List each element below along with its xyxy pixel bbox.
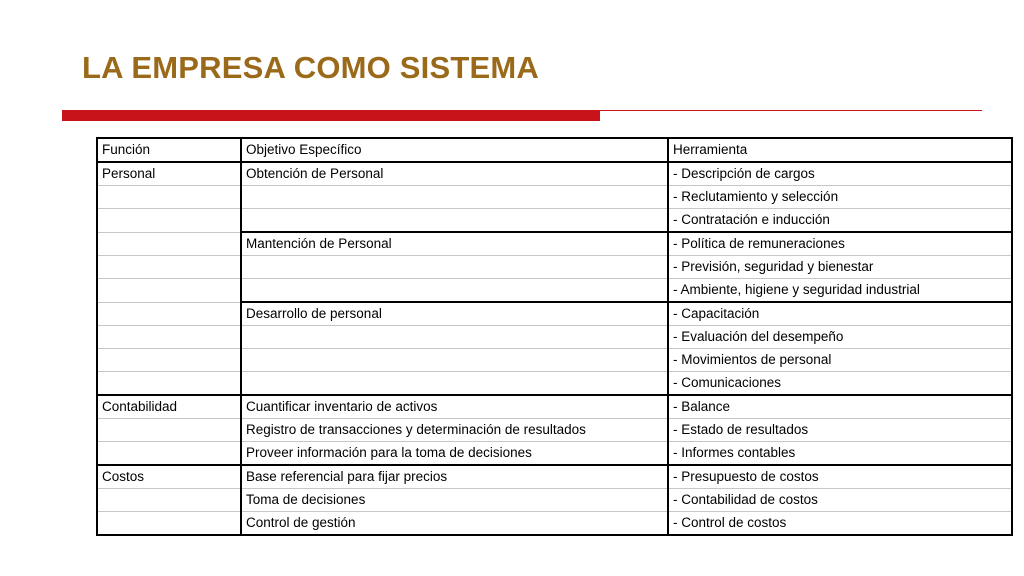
cell-objetivo: Proveer información para la toma de decisiones (241, 442, 668, 466)
table-row (97, 489, 1012, 512)
table-row (97, 279, 1012, 303)
cell-funcion (97, 372, 241, 396)
cell-objetivo (241, 186, 668, 209)
cell-herramienta: - Movimientos de personal (668, 349, 1012, 372)
cell-herramienta: - Ambiente, higiene y seguridad industrial (668, 279, 1012, 303)
cell-funcion (97, 349, 241, 372)
table-row (97, 419, 1012, 442)
cell-objetivo (241, 279, 668, 303)
cell-funcion (97, 256, 241, 279)
function-table (96, 137, 1013, 536)
cell-herramienta: - Control de costos (668, 512, 1012, 536)
table-row (97, 162, 1012, 186)
cell-funcion (97, 209, 241, 233)
table-row (97, 209, 1012, 233)
cell-funcion (97, 302, 241, 326)
cell-herramienta: - Reclutamiento y selección (668, 186, 1012, 209)
cell-objetivo (241, 209, 668, 233)
cell-herramienta: - Comunicaciones (668, 372, 1012, 396)
table-row (97, 232, 1012, 256)
table-row (97, 372, 1012, 396)
cell-herramienta: - Presupuesto de costos (668, 465, 1012, 489)
cell-objetivo: Base referencial para fijar precios (241, 465, 668, 489)
cell-funcion (97, 232, 241, 256)
table-row (97, 256, 1012, 279)
cell-herramienta: - Contratación e inducción (668, 209, 1012, 233)
cell-funcion (97, 442, 241, 466)
header-objetivo: Objetivo Específico (241, 138, 668, 162)
cell-herramienta: - Previsión, seguridad y bienestar (668, 256, 1012, 279)
cell-objetivo (241, 256, 668, 279)
cell-funcion (97, 186, 241, 209)
cell-objetivo: Obtención de Personal (241, 162, 668, 186)
table-row (97, 302, 1012, 326)
cell-objetivo (241, 349, 668, 372)
cell-funcion (97, 326, 241, 349)
cell-funcion (97, 489, 241, 512)
cell-funcion: Contabilidad (97, 395, 241, 419)
header-funcion: Función (97, 138, 241, 162)
cell-herramienta: - Capacitación (668, 302, 1012, 326)
cell-objetivo: Desarrollo de personal (241, 302, 668, 326)
cell-funcion (97, 512, 241, 536)
cell-objetivo: Toma de decisiones (241, 489, 668, 512)
cell-funcion: Costos (97, 465, 241, 489)
cell-objetivo: Control de gestión (241, 512, 668, 536)
table-header-row (97, 138, 1012, 162)
table-row (97, 349, 1012, 372)
cell-herramienta: - Contabilidad de costos (668, 489, 1012, 512)
cell-herramienta: - Política de remuneraciones (668, 232, 1012, 256)
cell-objetivo: Registro de transacciones y determinación de resultados (241, 419, 668, 442)
cell-funcion (97, 419, 241, 442)
table-row (97, 395, 1012, 419)
slide-title: LA EMPRESA COMO SISTEMA (82, 50, 539, 85)
cell-funcion (97, 279, 241, 303)
table-row (97, 186, 1012, 209)
cell-funcion: Personal (97, 162, 241, 186)
cell-herramienta: - Evaluación del desempeño (668, 326, 1012, 349)
cell-herramienta: - Balance (668, 395, 1012, 419)
title-underline-thin (600, 110, 982, 111)
header-herramienta: Herramienta (668, 138, 1012, 162)
cell-objetivo (241, 372, 668, 396)
cell-objetivo (241, 326, 668, 349)
table-row (97, 512, 1012, 536)
cell-objetivo: Mantención de Personal (241, 232, 668, 256)
table-row (97, 326, 1012, 349)
cell-objetivo: Cuantificar inventario de activos (241, 395, 668, 419)
table-row (97, 442, 1012, 466)
cell-herramienta: - Descripción de cargos (668, 162, 1012, 186)
table-row (97, 465, 1012, 489)
title-underline-thick (62, 110, 600, 121)
cell-herramienta: - Informes contables (668, 442, 1012, 466)
cell-herramienta: - Estado de resultados (668, 419, 1012, 442)
